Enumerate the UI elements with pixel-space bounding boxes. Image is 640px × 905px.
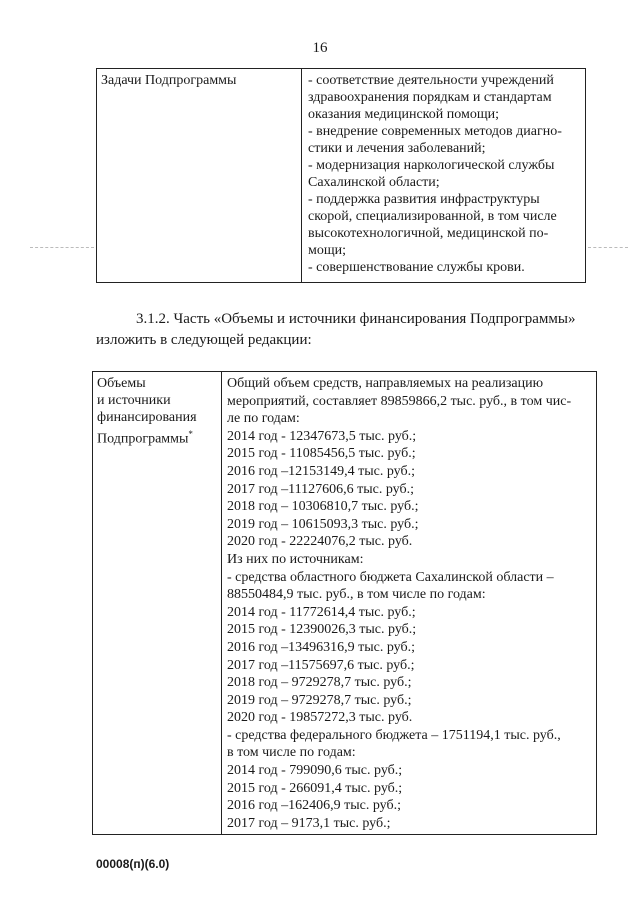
document-code: 00008(п)(6.0) (96, 857, 170, 871)
text-line: 2015 год - 12390026,3 тыс. руб.; (227, 622, 417, 638)
text-line: 2016 год –13496316,9 тыс. руб.; (227, 639, 415, 655)
text-line: 2020 год - 19857272,3 тыс. руб. (227, 710, 413, 726)
text-line: высокотехнологичной, медицинской по- (308, 226, 549, 241)
text-line: 2015 год - 11085456,5 тыс. руб.; (227, 446, 416, 462)
text-line: 2014 год - 799090,6 тыс. руб.; (227, 763, 403, 779)
text-line: - внедрение современных методов диагно- (308, 124, 562, 139)
text-line: - соответствие деятельности учреждений (308, 73, 554, 88)
text-line: - совершенствование службы крови. (308, 260, 525, 275)
tasks-table (96, 68, 586, 283)
text-line: 2014 год - 11772614,4 тыс. руб.; (227, 604, 416, 620)
label-text: Подпрограммы (97, 431, 189, 447)
table-row (93, 372, 597, 835)
text-line: 2016 год –12153149,4 тыс. руб.; (227, 463, 415, 479)
funding-label (93, 372, 222, 835)
table-row (97, 69, 586, 283)
text-line: 2019 год – 9729278,7 тыс. руб.; (227, 692, 412, 708)
page-number: 16 (312, 40, 328, 56)
text-line: Из них по источникам: (227, 551, 364, 567)
paragraph-line: 3.1.2. Часть «Объемы и источники финансирования Подпрограммы» (136, 311, 576, 327)
text-line: 2014 год - 12347673,5 тыс. руб.; (227, 428, 417, 444)
text-line: Общий объем средств, направляемых на реализацию (227, 376, 544, 391)
text-line: - средства областного бюджета Сахалинской области – (227, 569, 554, 585)
text-line: 2015 год - 266091,4 тыс. руб.; (227, 780, 403, 796)
text-line: - поддержка развития инфраструктуры (308, 192, 540, 207)
label-line: Объемы (97, 376, 146, 391)
tasks-content (302, 69, 586, 283)
tasks-label: Задачи Подпрограммы (97, 69, 302, 283)
text-line: 88550484,9 тыс. руб., в том числе по годам: (227, 587, 486, 603)
text-line: - средства федерального бюджета – 1751194,1 тыс. руб., (227, 727, 561, 743)
paragraph-line: изложить в следующей редакции: (96, 332, 312, 348)
text-line: 2017 год – 9173,1 тыс. руб.; (227, 815, 391, 831)
text-line: ле по годам: (227, 411, 300, 427)
text-line: Сахалинской области; (308, 175, 440, 190)
funding-content (222, 372, 597, 835)
text-line: 2020 год - 22224076,2 тыс. руб. (227, 534, 413, 550)
text-line: 2017 год –11127606,6 тыс. руб.; (227, 481, 414, 497)
label-line: финансирования (97, 410, 197, 425)
text-line: 2017 год –11575697,6 тыс. руб.; (227, 657, 415, 673)
text-line: стики и лечения заболеваний; (308, 141, 486, 156)
text-line: скорой, специализированной, в том числе (308, 209, 557, 224)
text-line: мощи; (308, 243, 347, 258)
text-line: 2019 год – 10615093,3 тыс. руб.; (227, 516, 419, 532)
text-line: 2018 год – 10306810,7 тыс. руб.; (227, 499, 419, 515)
footnote-mark: * (188, 429, 193, 439)
text-line: 2016 год –162406,9 тыс. руб.; (227, 798, 401, 814)
text-line: мероприятий, составляет 89859866,2 тыс. руб., в том чис- (227, 393, 572, 409)
text-line: в том числе по годам: (227, 745, 356, 761)
text-line: - модернизация наркологической службы (308, 158, 555, 173)
scan-artifact-line-left (30, 247, 94, 248)
amendment-paragraph (96, 309, 588, 351)
scan-artifact-line-right (588, 247, 628, 248)
text-line: 2018 год – 9729278,7 тыс. руб.; (227, 675, 412, 691)
text-line: оказания медицинской помощи; (308, 107, 499, 122)
text-line: здравоохранения порядкам и стандартам (308, 90, 552, 105)
label-line (97, 426, 217, 448)
funding-table (92, 371, 597, 835)
label-line: и источники (97, 393, 171, 408)
